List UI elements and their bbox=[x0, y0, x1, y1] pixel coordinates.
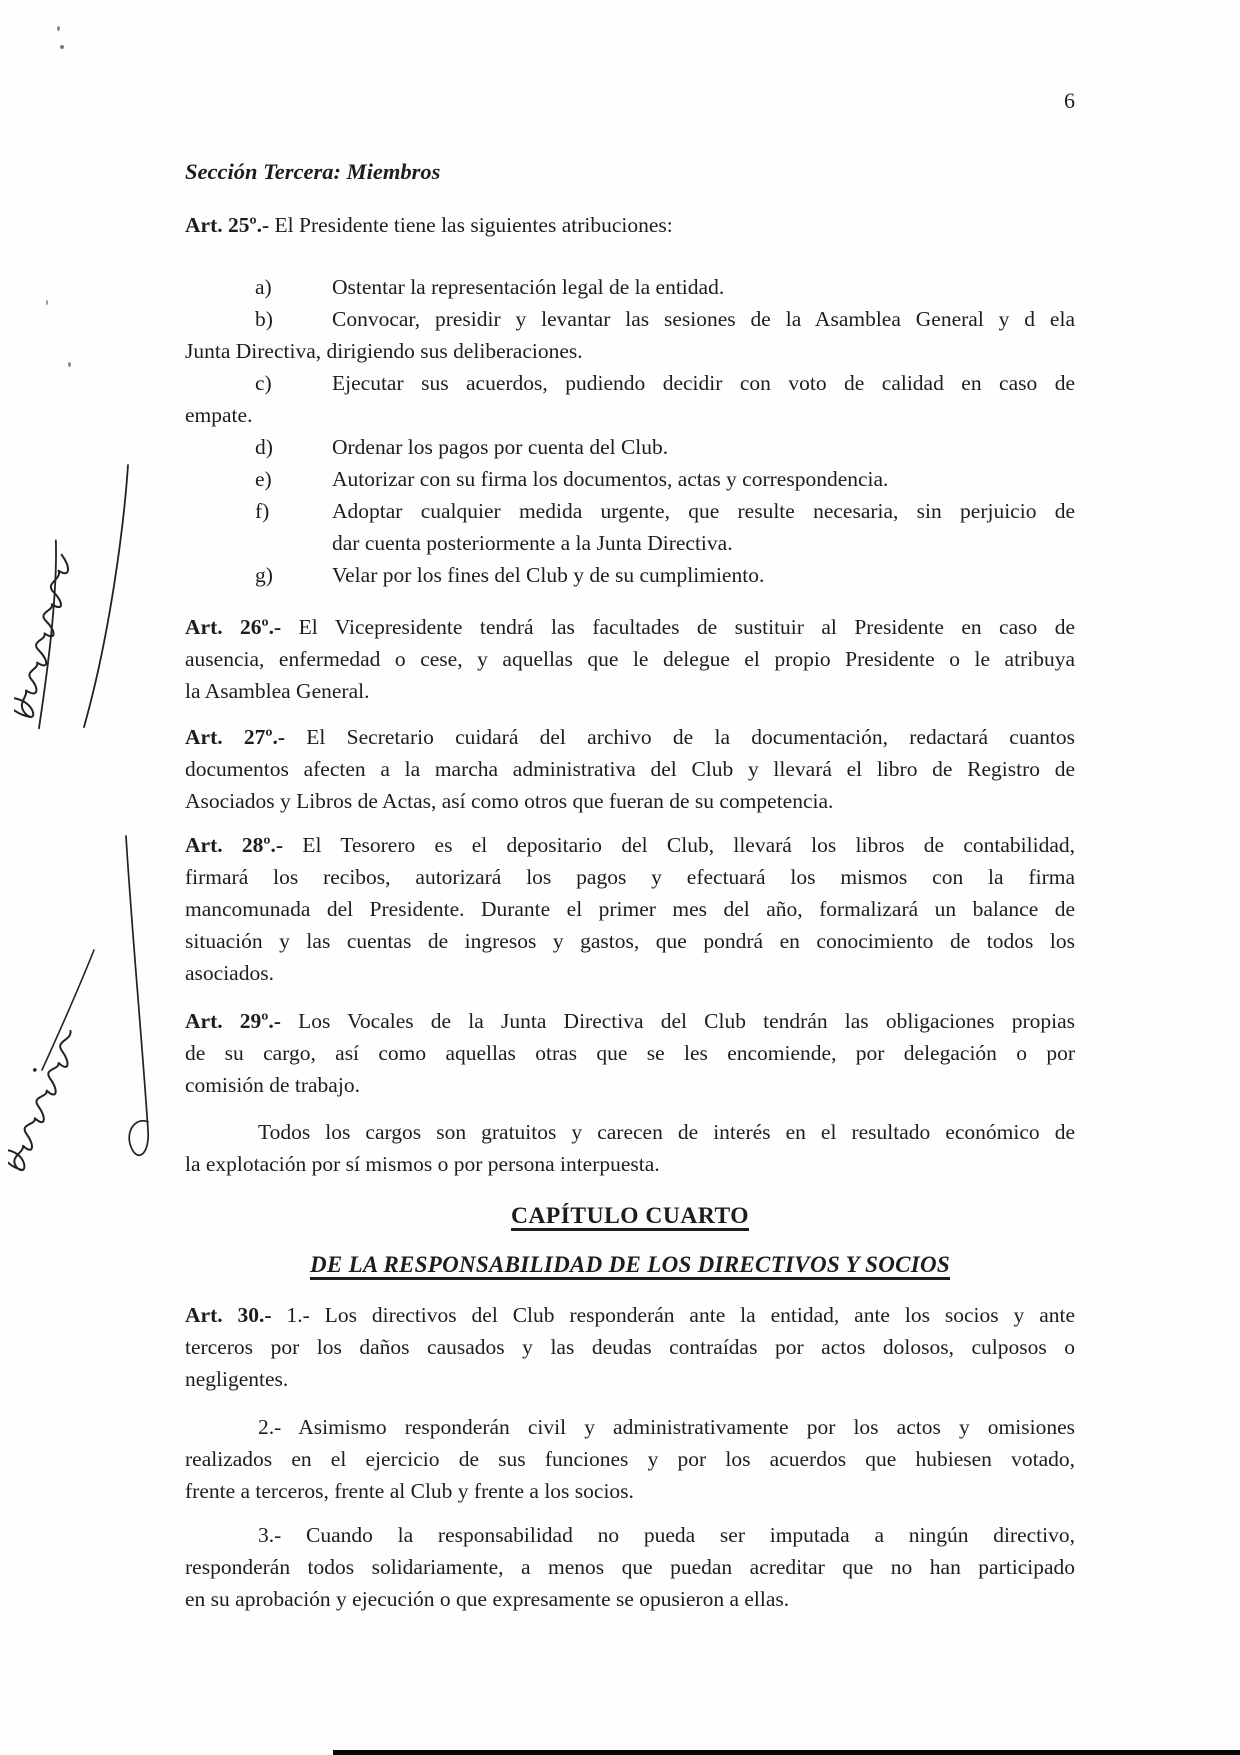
text-line: frente a terceros, frente al Club y frente a los socios. bbox=[185, 1479, 634, 1503]
text-line: Art. 30.- 1.- Los directivos del Club responderán ante la entidad, ante los socios y ante bbox=[185, 1303, 1076, 1327]
text-line: Art. 26º.- El Vicepresidente tendrá las facultades de sustituir al Presidente en caso de bbox=[185, 615, 1075, 639]
item-continuation: Junta Directiva, dirigiendo sus deliberaciones. bbox=[185, 339, 583, 363]
text-line: de su cargo, así como aquellas otras que se les encomiende, por delegación o por bbox=[185, 1041, 1075, 1065]
text-line: terceros por los daños causados y las deudas contraídas por actos dolosos, culposos o bbox=[185, 1335, 1075, 1359]
article-29-label: Art. 29º.- bbox=[185, 1009, 281, 1033]
text-line: Art. 28º.- El Tesorero es el depositario del Club, llevará los libros de contabilidad, bbox=[185, 833, 1075, 857]
text-line: en su aprobación y ejecución o que expresamente se opusieron a ellas. bbox=[185, 1587, 790, 1611]
list-item bbox=[185, 303, 1075, 335]
item-letter: a) bbox=[255, 275, 272, 299]
item-letter: b) bbox=[255, 307, 273, 331]
paragraph-cargos bbox=[185, 1116, 1075, 1180]
list-item bbox=[185, 367, 1075, 399]
attributions-list bbox=[185, 271, 1075, 591]
item-letter: c) bbox=[255, 371, 272, 395]
text-line: firmará los recibos, autorizará los pagos y efectuará los mismos con la firma bbox=[185, 865, 1075, 889]
item-continuation: empate. bbox=[185, 403, 253, 427]
item-letter: e) bbox=[255, 467, 272, 491]
text-line: 2.- Asimismo responderán civil y administrativamente por los actos y omisiones bbox=[258, 1415, 1075, 1439]
signature-2 bbox=[8, 830, 158, 1190]
article-29 bbox=[185, 1005, 1075, 1101]
text-line: Todos los cargos son gratuitos y carecen de interés en el resultado económico de bbox=[258, 1120, 1075, 1144]
scan-speck bbox=[68, 362, 71, 367]
article-28-label: Art. 28º.- bbox=[185, 833, 284, 857]
scan-edge-artifact bbox=[333, 1750, 1240, 1755]
article-30-paragraph-3 bbox=[185, 1519, 1075, 1615]
list-item bbox=[185, 559, 1075, 591]
item-text: Velar por los fines del Club y de su cumplimiento. bbox=[332, 563, 765, 587]
article-27-label: Art. 27º.- bbox=[185, 725, 286, 749]
list-item bbox=[185, 495, 1075, 527]
article-30-paragraph-2 bbox=[185, 1411, 1075, 1507]
scan-speck bbox=[60, 45, 64, 49]
article-25-label: Art. 25º.- bbox=[185, 213, 270, 237]
text-line: documentos afecten a la marcha administrativa del Club y llevará el libro de Registro de bbox=[185, 757, 1075, 781]
article-30-paragraph-1 bbox=[185, 1299, 1075, 1395]
article-26-label: Art. 26º.- bbox=[185, 615, 282, 639]
text-line: realizados en el ejercicio de sus funciones y por los acuerdos que hubiesen votado, bbox=[185, 1447, 1075, 1471]
article-30-label: Art. 30.- bbox=[185, 1303, 272, 1327]
scan-speck bbox=[46, 300, 48, 305]
signature-1 bbox=[14, 455, 134, 735]
text-line: ausencia, enfermedad o cese, y aquellas que le delegue el propio Presidente o le atribuya bbox=[185, 647, 1075, 671]
item-text: Convocar, presidir y levantar las sesiones de la Asamblea General y d ela bbox=[332, 307, 1075, 331]
text-line: asociados. bbox=[185, 961, 274, 985]
item-letter: d) bbox=[255, 435, 273, 459]
article-28 bbox=[185, 829, 1075, 989]
item-text: Ostentar la representación legal de la entidad. bbox=[332, 275, 725, 299]
article-27 bbox=[185, 721, 1075, 817]
article-25-intro: El Presidente tiene las siguientes atribuciones: bbox=[274, 213, 673, 237]
text-line: Art. 27º.- El Secretario cuidará del archivo de la documentación, redactará cuantos bbox=[185, 725, 1075, 749]
page-number: 6 bbox=[1064, 88, 1075, 113]
text-line: comisión de trabajo. bbox=[185, 1073, 360, 1097]
text-line: mancomunada del Presidente. Durante el primer mes del año, formalizará un balance de bbox=[185, 897, 1075, 921]
text-line: negligentes. bbox=[185, 1367, 289, 1391]
text-line: Asociados y Libros de Actas, así como otros que fueran de su competencia. bbox=[185, 789, 834, 813]
item-letter: g) bbox=[255, 563, 273, 587]
article-26 bbox=[185, 611, 1075, 707]
article-25-heading bbox=[185, 209, 1075, 241]
item-text: Ordenar los pagos por cuenta del Club. bbox=[332, 435, 669, 459]
chapter-subtitle: DE LA RESPONSABILIDAD DE LOS DIRECTIVOS Y SOCIOS bbox=[309, 1252, 951, 1277]
text-line: la Asamblea General. bbox=[185, 679, 370, 703]
item-letter: f) bbox=[255, 499, 270, 523]
chapter-title: CAPÍTULO CUARTO bbox=[510, 1203, 749, 1229]
text-line: Art. 29º.- Los Vocales de la Junta Directiva del Club tendrán las obligaciones propias bbox=[185, 1009, 1075, 1033]
text-line: situación y las cuentas de ingresos y gastos, que pondrá en conocimiento de todos los bbox=[185, 929, 1075, 953]
list-item bbox=[185, 463, 1075, 495]
text-line: responderán todos solidariamente, a menos que puedan acreditar que no han participado bbox=[185, 1555, 1075, 1579]
item-text: Adoptar cualquier medida urgente, que resulte necesaria, sin perjuicio de bbox=[332, 499, 1075, 523]
text-line: 3.- Cuando la responsabilidad no pueda ser imputada a ningún directivo, bbox=[258, 1523, 1075, 1547]
item-text: Ejecutar sus acuerdos, pudiendo decidir con voto de calidad en caso de bbox=[332, 371, 1075, 395]
document-body bbox=[185, 156, 1075, 1615]
item-text: Autorizar con su firma los documentos, actas y correspondencia. bbox=[332, 467, 889, 491]
list-item bbox=[185, 431, 1075, 463]
list-item bbox=[185, 271, 1075, 303]
scan-speck bbox=[57, 26, 60, 31]
section-title: Sección Tercera: Miembros bbox=[185, 159, 441, 184]
text-line: la explotación por sí mismos o por persona interpuesta. bbox=[185, 1152, 660, 1176]
item-continuation: dar cuenta posteriormente a la Junta Directiva. bbox=[332, 531, 733, 555]
